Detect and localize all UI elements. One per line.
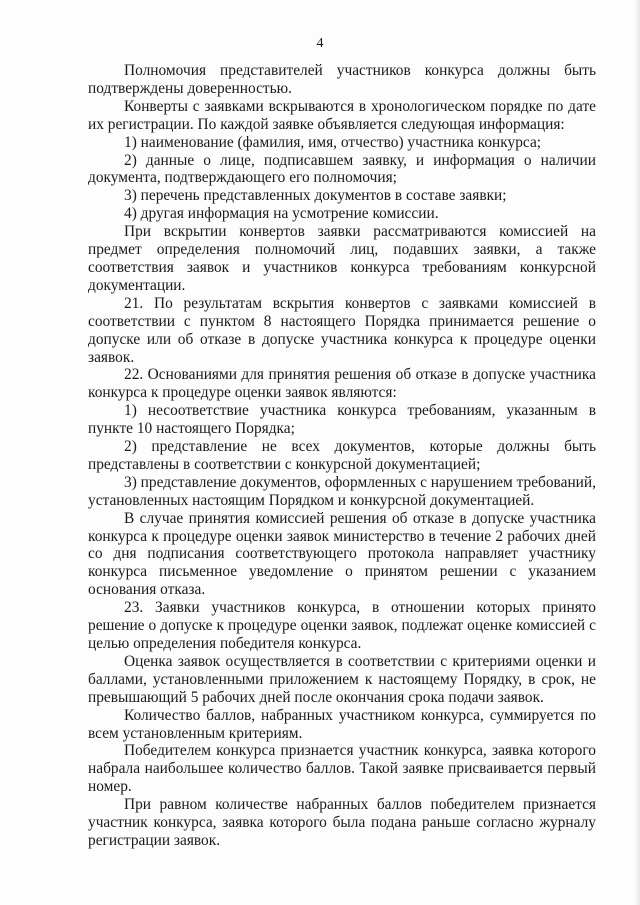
- list-item: 1) несоответствие участника конкурса требованиям, указанным в пункте 10 настоящего Порядка;: [88, 402, 596, 438]
- clause-22: 22. Основаниями для принятия решения об отказе в допуске участника конкурса к процедуре оценки заявок являются:: [88, 366, 596, 402]
- list-item: 3) перечень представленных документов в составе заявки;: [124, 187, 507, 205]
- list-item: 3) представление документов, оформленных с нарушением требований, установленных настоящим Порядком и конкурсной документацией.: [88, 473, 596, 509]
- paragraph: В случае принятия комиссией решения об отказе в допуске участника конкурса к процедуре оценки заявок министерство в течение 2 рабочих дней со дня подписания соответствующего протокола направляет участнику конкурса письменное уведомление о принятом решении с указанием основания отказа.: [88, 509, 596, 599]
- list-item: 2) представление не всех документов, которые должны быть представлены в соответствии с конкурсной документацией;: [88, 438, 596, 473]
- paragraph: Оценка заявок осуществляется в соответствии с критериями оценки и баллами, установленными приложением к настоящему Порядку, в срок, не превышающий 5 рабочих дней после окончания срока подачи заявок.: [88, 652, 596, 706]
- document-body: [88, 62, 596, 850]
- paragraph: При равном количестве набранных баллов победителем признается участник конкурса, заявка которого была подана раньше согласно журналу регистрации заявок.: [88, 796, 596, 849]
- list-item: 2) данные о лице, подписавшем заявку, и информация о наличии документа, подтверждающего его полномочия;: [88, 151, 596, 187]
- list-item: 4) другая информация на усмотрение комиссии.: [124, 205, 439, 223]
- list-item: 1) наименование (фамилия, имя, отчество) участника конкурса;: [124, 133, 542, 151]
- paragraph: Конверты с заявками вскрываются в хронологическом порядке по дате их регистрации. По каждой заявке объявляется следующая информация:: [88, 97, 596, 133]
- page-number: 4: [316, 36, 324, 51]
- paragraph: При вскрытии конвертов заявки рассматриваются комиссией на предмет определения полномочий лиц, подавших заявки, а также соответствия заявок и участников конкурса требованиям конкурсной документации.: [88, 223, 596, 294]
- paragraph: Победителем конкурса признается участник конкурса, заявка которого набрала наибольшее количество баллов. Такой заявке присваивается первый номер.: [88, 742, 596, 796]
- paragraph: Полномочия представителей участников конкурса должны быть подтверждены доверенностью.: [88, 62, 596, 97]
- scan-edge-shadow: [634, 0, 640, 905]
- clause-21: 21. По результатам вскрытия конвертов с заявками комиссией в соответствии с пунктом 8 настоящего Порядка принимается решение о допуске или об отказе в допуске участника конкурса к процедуре оценки заявок.: [88, 294, 596, 366]
- paragraph: Количество баллов, набранных участником конкурса, суммируется по всем установленным критериям.: [88, 706, 596, 742]
- clause-23: 23. Заявки участников конкурса, в отношении которых принято решение о допуске к процедуре оценки заявок, подлежат оценке комиссией с целью определения победителя конкурса.: [88, 599, 596, 652]
